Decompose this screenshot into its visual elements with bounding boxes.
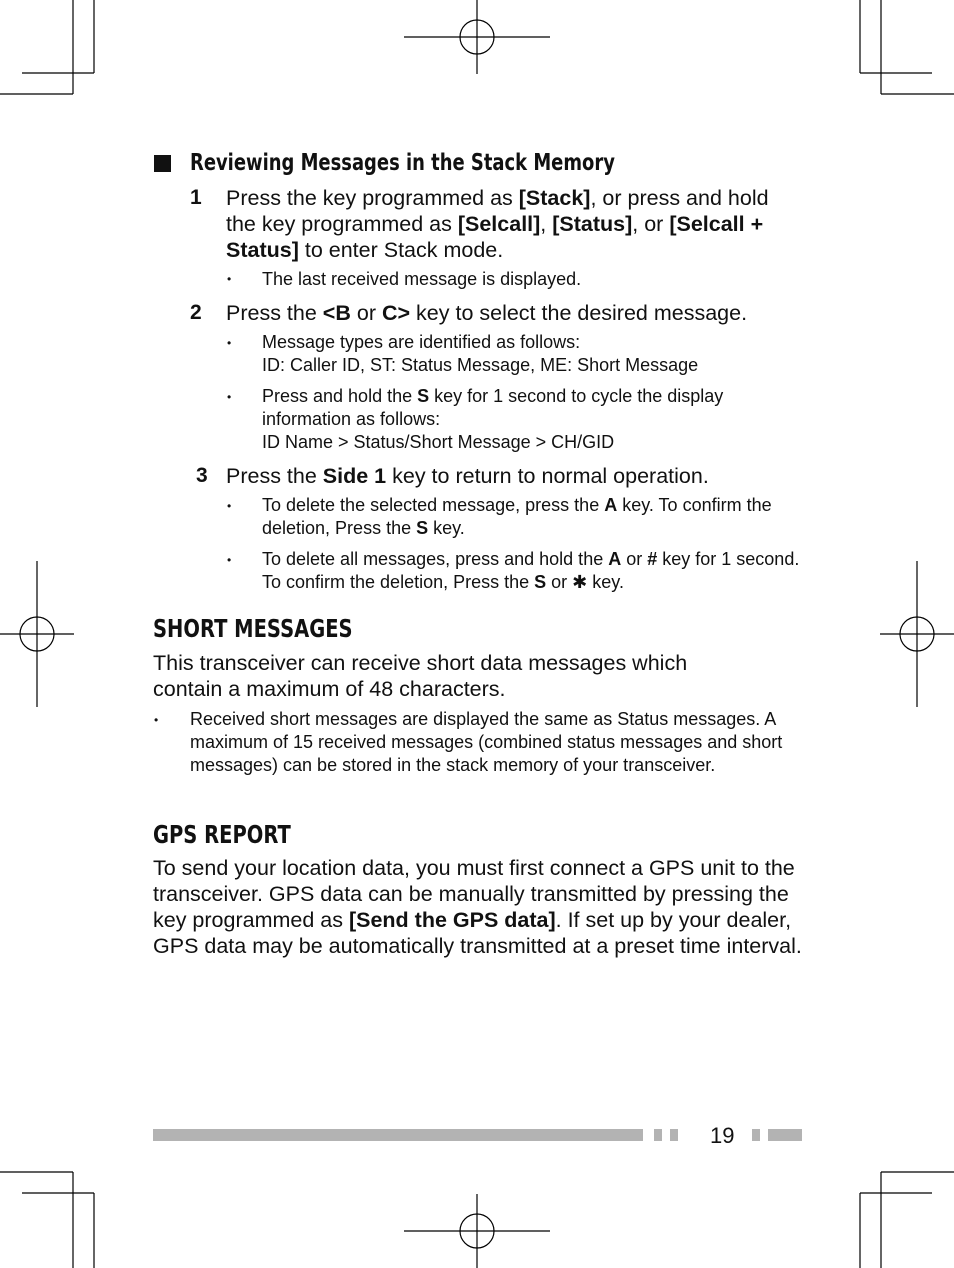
footer-bar-dot xyxy=(654,1129,662,1141)
section-paragraph: This transceiver can receive short data messages which contain a maximum of 48 characters. xyxy=(153,651,688,701)
bullet-text: Received short messages are displayed the same as Status messages. A maximum of 15 received messages (combined status messages and short messages) can be stored in the stack memory of your transceiver. xyxy=(190,709,783,775)
footer-bar xyxy=(768,1129,802,1141)
section-paragraph: To send your location data, you must first connect a GPS unit to the transceiver. GPS data can be manually transmitted by pressing the key programmed as [Send the GPS data]. If set up by your dealer, GPS data may be automatically transmitted at a preset time interval. xyxy=(153,856,802,958)
square-bullet-icon xyxy=(154,155,171,172)
bullet-text: Press and hold the S key for 1 second to cycle the display information as follows: ID Name > Status/Short Message > CH/GID xyxy=(262,386,724,452)
step-text: Press the Side 1 key to return to normal operation. xyxy=(226,464,709,488)
footer-bar-dot xyxy=(752,1129,760,1141)
crop-mark-icon xyxy=(860,1172,954,1268)
crosshair-registration-mark-icon xyxy=(404,0,550,74)
subsection-heading: Reviewing Messages in the Stack Memory xyxy=(190,150,615,176)
crop-mark-icon xyxy=(860,0,954,94)
step-text: Press the key programmed as [Stack], or press and hold the key programmed as [Selcall], [Status], or [Selcall + Status] to enter Stack mode. xyxy=(226,186,769,262)
crosshair-registration-mark-icon xyxy=(880,561,954,707)
step-number: 2 xyxy=(190,301,202,324)
crop-mark-icon xyxy=(0,0,94,94)
section-heading: GPS REPORT xyxy=(153,820,291,849)
bullet-text: The last received message is displayed. xyxy=(262,269,582,289)
step-number: 3 xyxy=(196,464,208,487)
bullet-text: To delete all messages, press and hold the A or # key for 1 second. To confirm the deletion, Press the S or ✱ key. xyxy=(262,549,800,592)
bullet-dot: • xyxy=(154,713,159,727)
footer-bar xyxy=(153,1129,643,1141)
bullet-text: Message types are identified as follows: ID: Caller ID, ST: Status Message, ME: Short Message xyxy=(262,332,699,375)
page-number: 19 xyxy=(710,1123,735,1148)
bullet-dot: • xyxy=(227,390,232,404)
bullet-dot: • xyxy=(227,553,232,567)
crosshair-registration-mark-icon xyxy=(0,561,74,707)
crosshair-registration-mark-icon xyxy=(404,1194,550,1268)
footer-bar-dot xyxy=(670,1129,678,1141)
crop-mark-icon xyxy=(0,1172,94,1268)
bullet-dot: • xyxy=(227,272,232,286)
step-text: Press the <B or C> key to select the desired message. xyxy=(226,301,748,325)
bullet-dot: • xyxy=(227,499,232,513)
bullet-text: To delete the selected message, press the A key. To confirm the deletion, Press the S key. xyxy=(262,495,772,538)
section-heading: SHORT MESSAGES xyxy=(153,614,353,643)
step-number: 1 xyxy=(190,186,202,209)
bullet-dot: • xyxy=(227,336,232,350)
